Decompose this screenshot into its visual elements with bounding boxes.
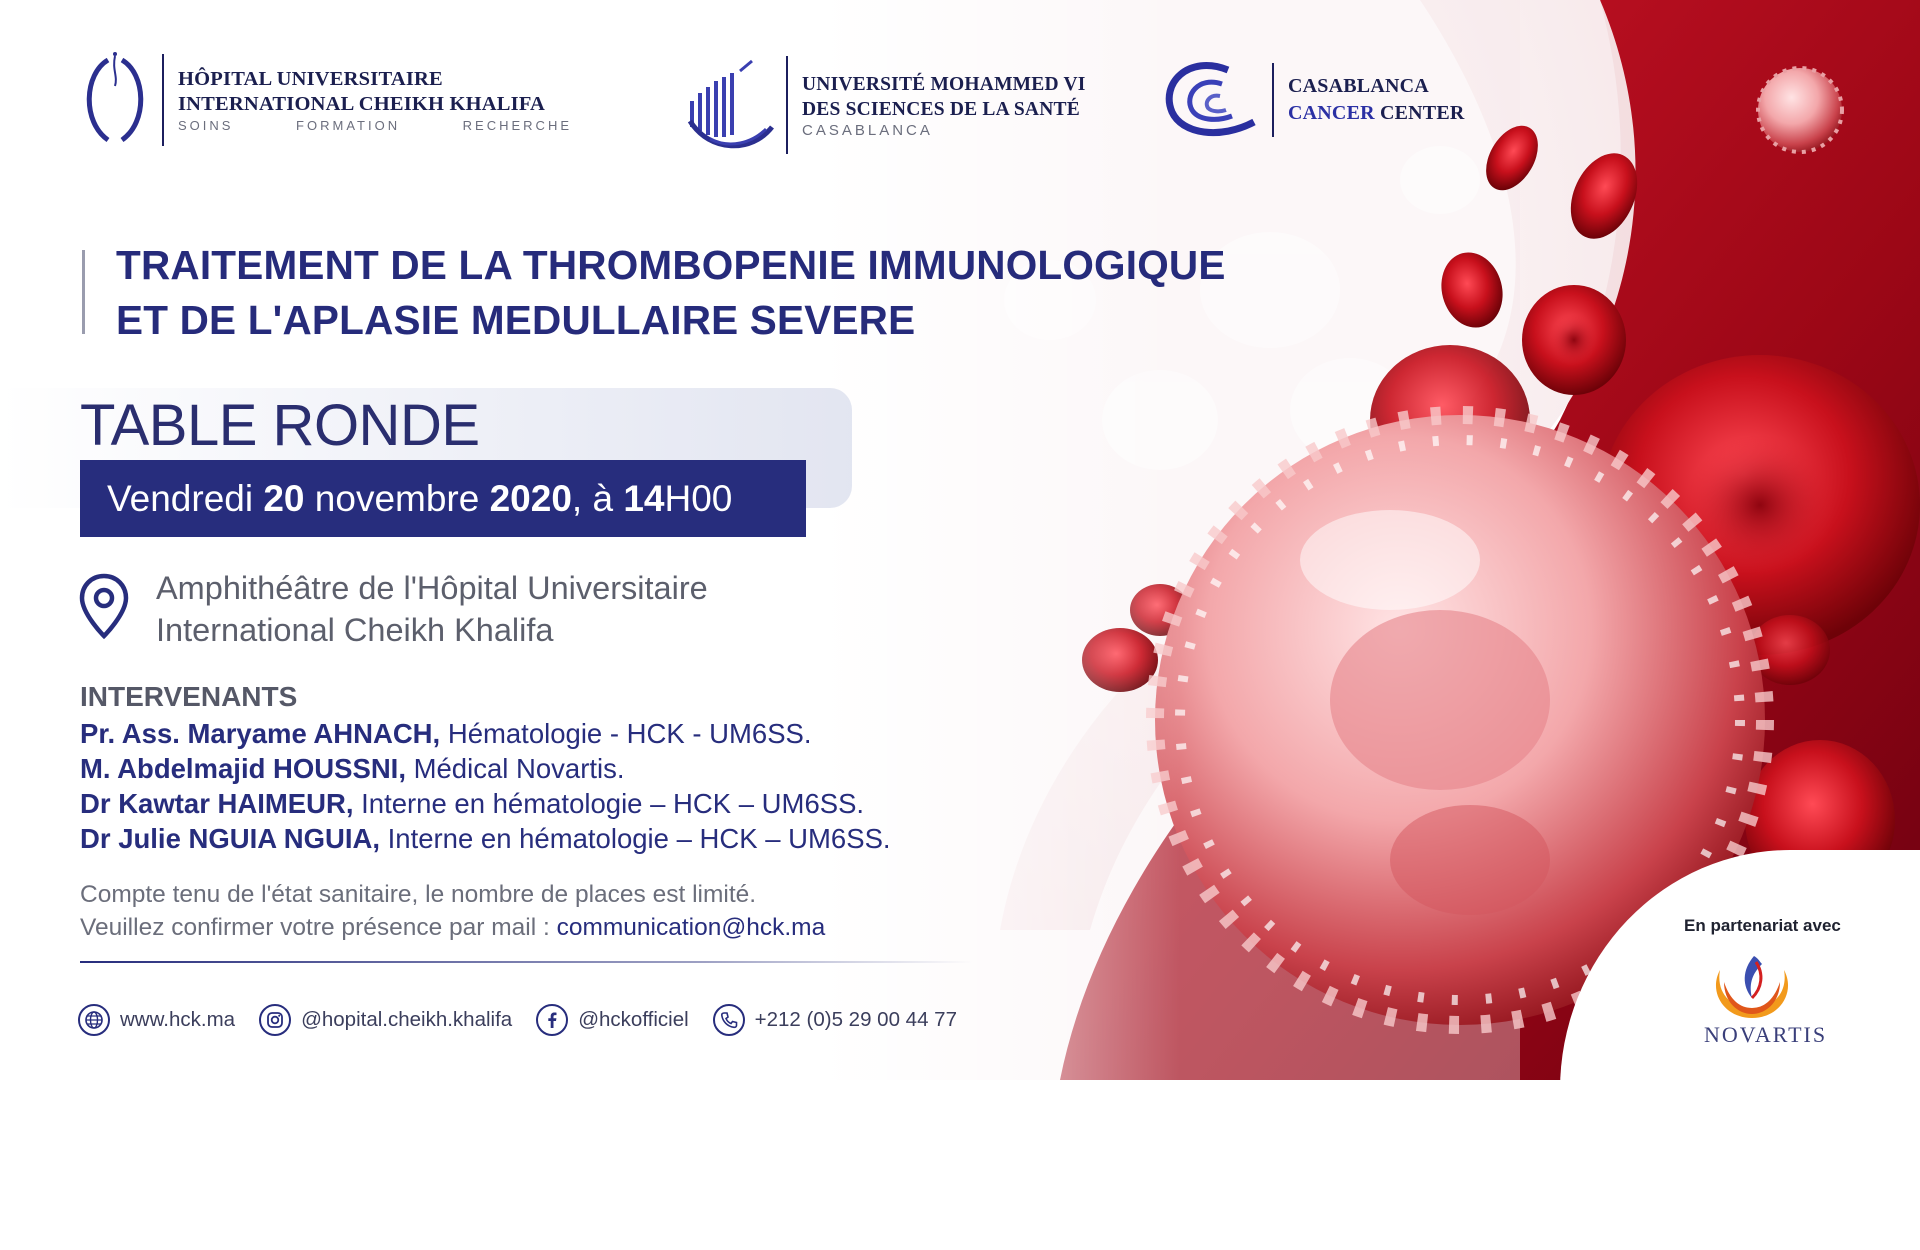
date-hour: 14 — [623, 477, 665, 519]
notice-prefix: Veuillez confirmer votre présence par mail : — [80, 914, 557, 941]
website-text: www.hck.ma — [120, 1008, 236, 1031]
date-day-number: 20 — [263, 477, 305, 519]
website-contact[interactable] — [78, 1004, 235, 1036]
partner-label: En partenariat avec — [1684, 916, 1841, 935]
date-year: 2020 — [489, 477, 572, 519]
speaker-name: Pr. Ass. Maryame AHNACH, — [80, 718, 441, 749]
speakers-heading: INTERVENANTS — [80, 681, 298, 712]
location-line1: Amphithéâtre de l'Hôpital Universitaire — [156, 570, 708, 606]
um6ss-emblem-icon — [680, 57, 776, 153]
hck-emblem-icon — [78, 52, 152, 148]
event-type-label: TABLE RONDE — [80, 393, 480, 458]
globe-icon — [78, 1004, 110, 1036]
um6ss-name-line1: UNIVERSITÉ MOHAMMED VI — [802, 73, 1086, 95]
speaker-role: Hématologie - HCK - UM6SS. — [440, 718, 812, 749]
date-separator: , à — [571, 477, 614, 519]
speaker-role: Interne en hématologie – HCK – UM6SS. — [380, 823, 891, 854]
speaker-item — [80, 716, 891, 751]
footer-divider — [80, 961, 972, 963]
ccc-name-rest: CENTER — [1374, 102, 1465, 124]
speaker-role: Médical Novartis. — [405, 753, 625, 784]
event-date-banner — [80, 460, 806, 537]
notice-line1: Compte tenu de l'état sanitaire, le nombre de places est limité. — [80, 881, 757, 908]
instagram-text: @hopital.cheikh.khalifa — [301, 1008, 513, 1031]
phone-text: +212 (0)5 29 00 44 77 — [754, 1008, 957, 1031]
tagline-formation: FORMATION — [296, 118, 401, 133]
speaker-name: Dr Julie NGUIA NGUIA, — [80, 823, 380, 854]
tagline-recherche: RECHERCHE — [462, 118, 572, 133]
speaker-item — [80, 751, 891, 786]
hck-logo — [78, 52, 572, 148]
location-pin-icon — [78, 572, 130, 642]
hck-name-line1: HÔPITAL UNIVERSITAIRE — [178, 68, 443, 90]
tagline-soins: SOINS — [178, 118, 234, 133]
date-day-label: Vendredi — [107, 477, 254, 519]
hck-tagline — [178, 118, 572, 133]
date-month: novembre — [314, 477, 480, 519]
um6ss-city: CASABLANCA — [802, 121, 933, 139]
title-line2: ET DE L'APLASIE MEDULLAIRE SEVERE — [116, 297, 916, 343]
ccc-accent-word: CANCER — [1288, 102, 1375, 124]
contact-bar — [78, 1004, 981, 1036]
facebook-icon — [536, 1004, 568, 1036]
speaker-name: Dr Kawtar HAIMEUR, — [80, 788, 354, 819]
hck-name-line2: INTERNATIONAL CHEIKH KHALIFA — [178, 93, 546, 115]
novartis-wordmark: NOVARTIS — [1704, 1022, 1828, 1047]
speakers-list — [80, 716, 891, 856]
phone-icon — [713, 1004, 745, 1036]
date-minutes: H00 — [664, 477, 733, 519]
instagram-contact[interactable] — [259, 1004, 512, 1036]
speaker-role: Interne en hématologie – HCK – UM6SS. — [353, 788, 865, 819]
speaker-item — [80, 821, 891, 856]
facebook-contact[interactable] — [536, 1004, 688, 1036]
title-line1: TRAITEMENT DE LA THROMBOPENIE IMMUNOLOGIQUE — [116, 242, 1226, 288]
novartis-flame-icon — [1702, 952, 1802, 1024]
notice-line2 — [80, 911, 825, 944]
ccc-emblem-icon — [1158, 60, 1262, 140]
registration-notice — [80, 878, 825, 944]
title-accent-bar — [82, 250, 85, 334]
ccc-name-line1: CASABLANCA — [1288, 75, 1429, 97]
instagram-icon — [259, 1004, 291, 1036]
location-line2: International Cheikh Khalifa — [156, 612, 554, 648]
ccc-name-line2 — [1288, 100, 1465, 127]
event-title — [116, 238, 1226, 348]
phone-contact[interactable] — [713, 1004, 957, 1036]
ccc-logo — [1158, 60, 1465, 140]
speaker-name: M. Abdelmajid HOUSSNI, — [80, 753, 406, 784]
um6ss-logo — [680, 56, 1086, 154]
facebook-text: @hckofficiel — [578, 1008, 689, 1031]
event-location — [156, 567, 708, 651]
um6ss-name-line2: DES SCIENCES DE LA SANTÉ — [802, 98, 1080, 120]
contact-email-link[interactable]: communication@hck.ma — [556, 914, 826, 941]
speaker-item — [80, 786, 891, 821]
